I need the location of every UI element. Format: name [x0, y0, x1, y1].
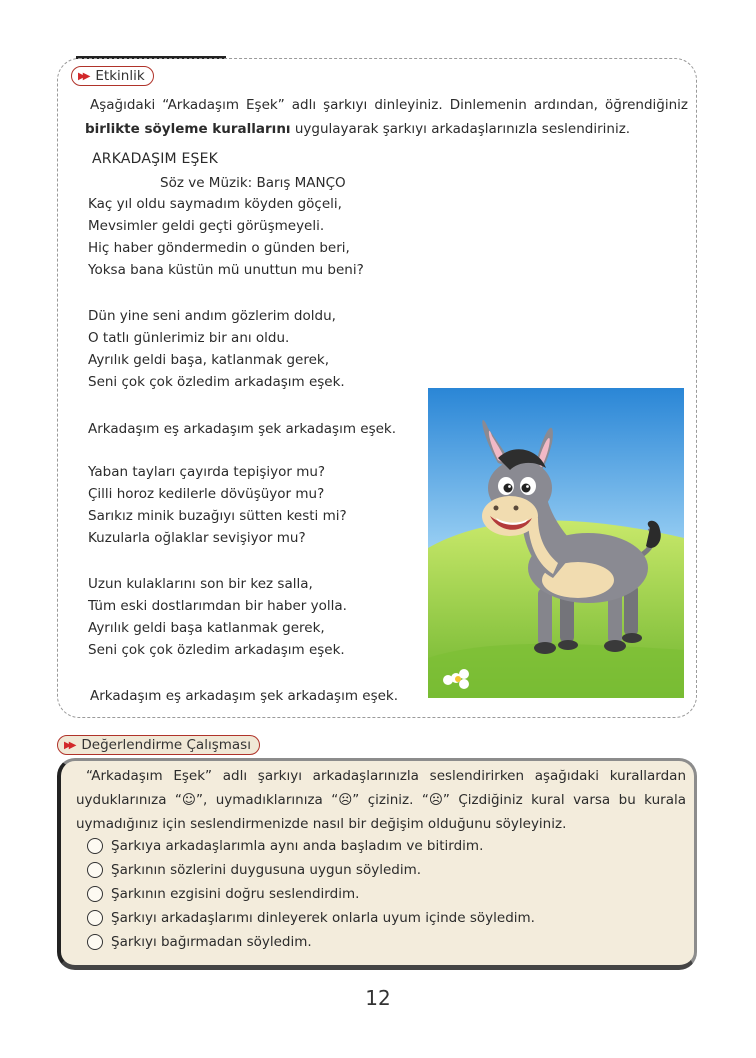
lyric-line: Kaç yıl oldu saymadım köyden göçeli,	[88, 196, 342, 212]
double-arrow-icon: ▶▶	[78, 70, 88, 82]
circle-icon[interactable]	[87, 910, 103, 926]
lyric-line: Ayrılık geldi başa katlanmak gerek,	[88, 620, 325, 636]
circle-icon[interactable]	[87, 886, 103, 902]
lyric-line: Seni çok çok özledim arkadaşım eşek.	[88, 374, 345, 390]
checklist-item: Şarkıyı bağırmadan söyledim.	[87, 934, 312, 950]
lyric-line: Yoksa bana küstün mü unuttun mu beni?	[88, 262, 364, 278]
evaluation-instructions: “Arkadaşım Eşek” adlı şarkıyı arkadaşlarınızla seslendirirken aşağıdaki kurallardan uyduklarınıza “☺”, uymadıklarınıza “☹” çiziniz. “☹” Çizdiğiniz kural varsa bu kurala uymadığınız için seslendirmenizde nasıl bir değişim olduğunu söyleyiniz.	[76, 768, 686, 832]
lyric-line: Sarıkız minik buzağıyı sütten kesti mi?	[88, 508, 347, 524]
circle-icon[interactable]	[87, 862, 103, 878]
double-arrow-icon: ▶▶	[64, 739, 74, 751]
activity-label-text: Etkinlik	[95, 68, 145, 84]
lyric-line: Uzun kulaklarını son bir kez salla,	[88, 576, 313, 592]
lyric-line: Seni çok çok özledim arkadaşım eşek.	[88, 642, 345, 658]
donkey-illustration	[428, 388, 684, 698]
lyric-line: Yaban tayları çayırda tepişiyor mu?	[88, 464, 326, 480]
circle-icon[interactable]	[87, 934, 103, 950]
evaluation-label	[57, 735, 260, 755]
checklist-item: Şarkının sözlerini duygusuna uygun söyledim.	[87, 862, 421, 878]
circle-icon[interactable]	[87, 838, 103, 854]
intro-bold: birlikte söyleme kurallarını	[85, 121, 291, 137]
lyric-refrain: Arkadaşım eş arkadaşım şek arkadaşım eşek.	[90, 688, 399, 704]
checklist-item: Şarkının ezgisini doğru seslendirdim.	[87, 886, 359, 902]
page-number: 12	[365, 986, 391, 1010]
activity-label	[71, 66, 154, 86]
lyric-line: Çilli horoz kedilerle dövüşüyor mu?	[88, 486, 325, 502]
lyric-line: Kuzularla oğlaklar sevişiyor mu?	[88, 530, 306, 546]
evaluation-label-text: Değerlendirme Çalışması	[81, 737, 251, 753]
lyric-line: O tatlı günlerimiz bir anı oldu.	[88, 330, 290, 346]
activity-intro: Aşağıdaki “Arkadaşım Eşek” adlı şarkıyı dinleyiniz. Dinlemenin ardından, öğrendiğiniz birlikte söyleme kurallarını uygulayarak şarkıyı arkadaşlarınızla seslendiriniz.	[85, 97, 688, 137]
checklist-item: Şarkıya arkadaşlarımla aynı anda başladım ve bitirdim.	[87, 838, 483, 854]
lyric-line: Ayrılık geldi başa, katlanmak gerek,	[88, 352, 329, 368]
lyric-line: Hiç haber göndermedin o günden beri,	[88, 240, 350, 256]
checklist-item: Şarkıyı arkadaşlarımı dinleyerek onlarla uyum içinde söyledim.	[87, 910, 535, 926]
lyric-line: Mevsimler geldi geçti görüşmeyeli.	[88, 218, 325, 234]
song-credit: Söz ve Müzik: Barış MANÇO	[160, 175, 346, 191]
song-title: ARKADAŞIM EŞEK	[92, 151, 219, 167]
lyric-line: Dün yine seni andım gözlerim doldu,	[88, 308, 336, 324]
lyric-refrain: Arkadaşım eş arkadaşım şek arkadaşım eşek.	[88, 421, 397, 437]
lyric-line: Tüm eski dostlarımdan bir haber yolla.	[88, 598, 347, 614]
